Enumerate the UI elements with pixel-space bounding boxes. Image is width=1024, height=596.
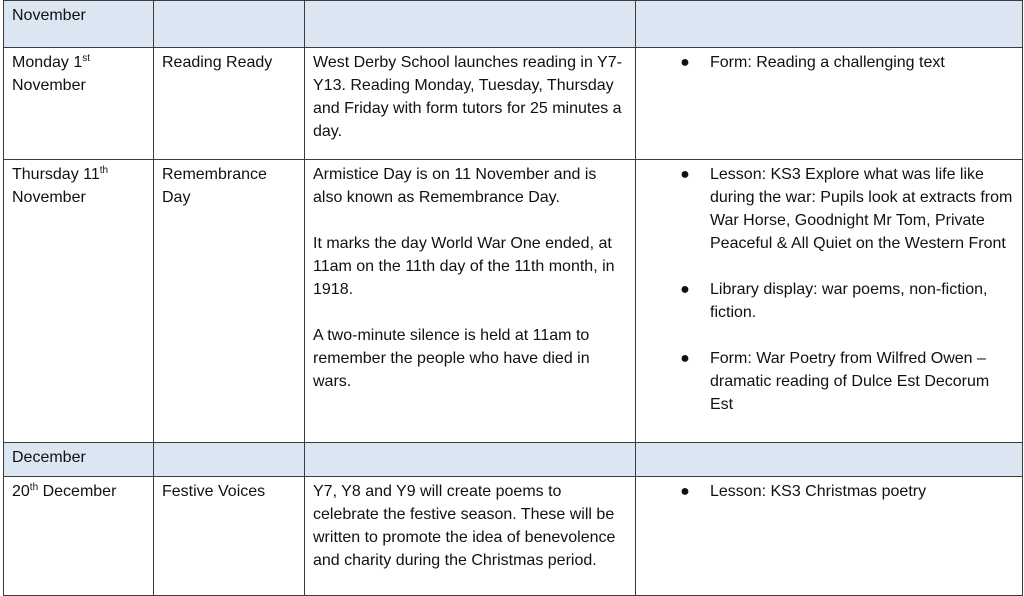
date-suffix: st: [82, 53, 91, 64]
event-cell: Festive Voices: [154, 477, 305, 596]
events-table: [3, 0, 1023, 596]
bullet-icon: ●: [680, 54, 690, 71]
activities-list: [644, 163, 1014, 416]
date-main: Monday 1: [12, 54, 83, 71]
activities-list: [644, 480, 1014, 503]
date-suffix: th: [29, 482, 39, 493]
month-header-cell: [154, 443, 305, 477]
month-header-cell: [636, 443, 1023, 477]
list-item: [644, 480, 1014, 503]
description-cell: [305, 48, 636, 160]
activity-text: Lesson: KS3 Christmas poetry: [710, 483, 927, 500]
month-label: December: [4, 443, 154, 477]
list-item: [644, 51, 1014, 74]
event-cell: Reading Ready: [154, 48, 305, 160]
date-main: 20: [12, 483, 30, 500]
activity-text: Library display: war poems, non-fiction, fiction.: [710, 281, 988, 321]
description-paragraph: A two-minute silence is held at 11am to remember the people who have died in wars.: [313, 327, 590, 390]
bullet-icon: ●: [680, 166, 690, 183]
event-cell: Remembrance Day: [154, 160, 305, 443]
description-paragraph: West Derby School launches reading in Y7-Y13. Reading Monday, Tuesday, Thursday and Friday with form tutors for 25 minutes a day.: [313, 54, 622, 140]
activities-cell: [636, 477, 1023, 596]
month-label: November: [4, 1, 154, 48]
description-cell: [305, 477, 636, 596]
table-row: [4, 160, 1023, 443]
bullet-icon: ●: [680, 350, 690, 367]
date-month: December: [38, 483, 117, 500]
activity-text: Form: Reading a challenging text: [710, 54, 945, 71]
date-month: November: [12, 77, 86, 94]
month-header-december: [4, 443, 1023, 477]
activities-cell: [636, 160, 1023, 443]
table-row: [4, 477, 1023, 596]
month-header-cell: [305, 1, 636, 48]
bullet-icon: ●: [680, 483, 690, 500]
bullet-icon: ●: [680, 281, 690, 298]
date-cell: [4, 477, 154, 596]
table-row: [4, 48, 1023, 160]
description-paragraph: It marks the day World War One ended, at 11am on the 11th day of the 11th month, in 1918.: [313, 235, 615, 298]
month-header-cell: [305, 443, 636, 477]
activities-cell: [636, 48, 1023, 160]
date-cell: [4, 48, 154, 160]
month-header-cell: [154, 1, 305, 48]
date-suffix: th: [99, 165, 109, 176]
date-cell: [4, 160, 154, 443]
month-header-november: [4, 1, 1023, 48]
list-item: [644, 278, 1014, 324]
date-main: Thursday 11: [12, 166, 100, 183]
activity-text: Form: War Poetry from Wilfred Owen – dramatic reading of Dulce Est Decorum Est: [710, 350, 990, 413]
date-month: November: [12, 189, 86, 206]
activity-text: Lesson: KS3 Explore what was life like during the war: Pupils look at extracts from War Horse, Goodnight Mr Tom, Private Peaceful & All Quiet on the Western Front: [710, 166, 1013, 252]
list-item: [644, 163, 1014, 255]
description-cell: [305, 160, 636, 443]
list-item: [644, 347, 1014, 416]
month-header-cell: [636, 1, 1023, 48]
description-paragraph: Y7, Y8 and Y9 will create poems to celebrate the festive season. These will be written to promote the idea of benevolence and charity during the Christmas period.: [313, 483, 616, 569]
activities-list: [644, 51, 1014, 74]
description-paragraph: Armistice Day is on 11 November and is also known as Remembrance Day.: [313, 166, 597, 206]
